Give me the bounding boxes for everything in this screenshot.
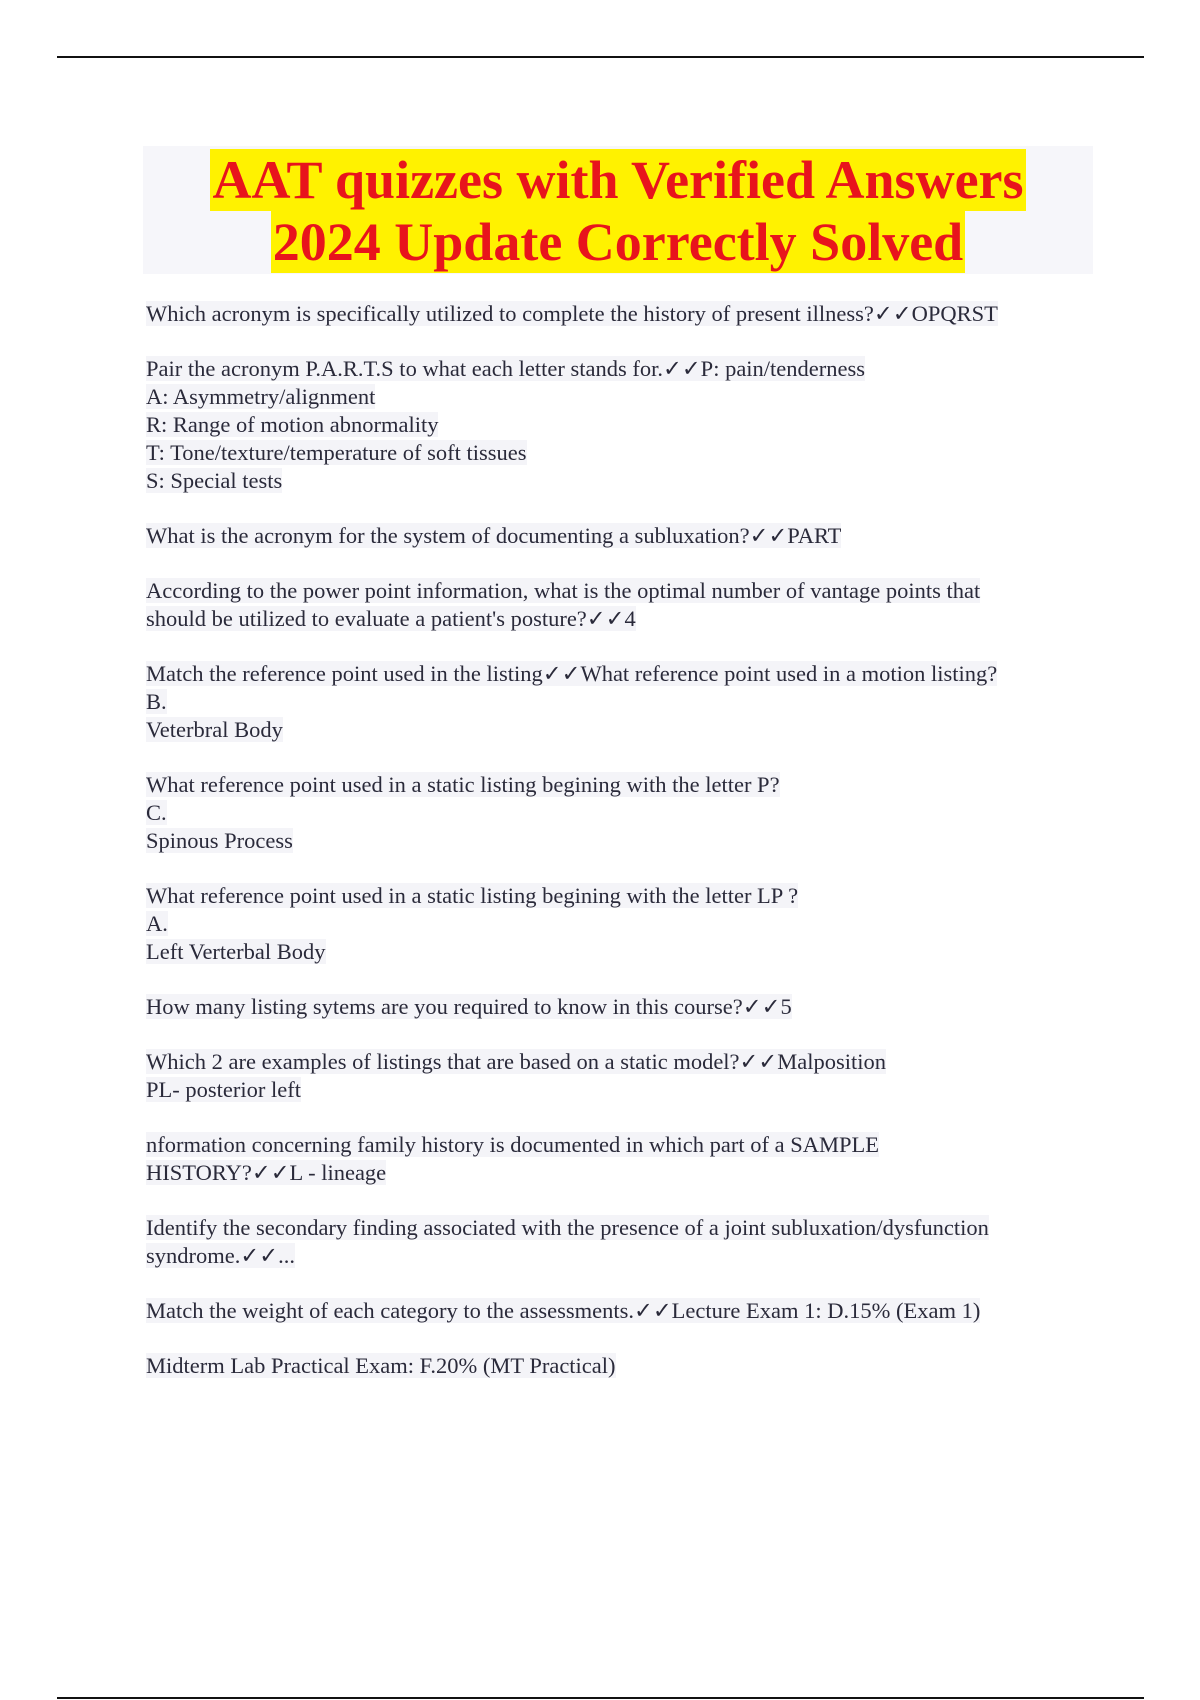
qa-text: Match the weight of each category to the assessments.✓✓Lecture Exam 1: D.15% (Exam 1) bbox=[146, 1298, 981, 1323]
qa-item bbox=[146, 771, 1096, 855]
qa-line bbox=[146, 938, 1096, 966]
qa-line bbox=[146, 1297, 1096, 1325]
qa-text: C. bbox=[146, 800, 167, 825]
qa-line bbox=[146, 771, 1096, 799]
qa-text: R: Range of motion abnormality bbox=[146, 412, 439, 437]
qa-line bbox=[146, 827, 1096, 855]
qa-text: Which 2 are examples of listings that are based on a static model?✓✓Malposition bbox=[146, 1049, 887, 1074]
qa-line bbox=[146, 411, 1096, 439]
qa-item bbox=[146, 300, 1096, 328]
qa-text: PL- posterior left bbox=[146, 1077, 301, 1102]
qa-item bbox=[146, 577, 1096, 633]
qa-item bbox=[146, 882, 1096, 966]
qa-text: HISTORY?✓✓L - lineage bbox=[146, 1160, 387, 1185]
qa-text: Left Verterbal Body bbox=[146, 939, 326, 964]
qa-line bbox=[146, 1352, 1096, 1380]
qa-text: Identify the secondary finding associated with the presence of a joint subluxation/dysfunction bbox=[146, 1215, 989, 1240]
qa-item bbox=[146, 1214, 1096, 1270]
qa-line bbox=[146, 577, 1096, 605]
qa-text: How many listing sytems are you required to know in this course?✓✓5 bbox=[146, 994, 792, 1019]
qa-item bbox=[146, 355, 1096, 495]
qa-line bbox=[146, 467, 1096, 495]
qa-item bbox=[146, 1048, 1096, 1104]
qa-text: S: Special tests bbox=[146, 468, 283, 493]
title-line-2: 2024 Update Correctly Solved bbox=[272, 212, 964, 272]
qa-line bbox=[146, 1076, 1096, 1104]
qa-text: What is the acronym for the system of documenting a subluxation?✓✓PART bbox=[146, 523, 842, 548]
qa-text: A: Asymmetry/alignment bbox=[146, 384, 376, 409]
qa-line bbox=[146, 383, 1096, 411]
qa-text: nformation concerning family history is documented in which part of a SAMPLE bbox=[146, 1132, 879, 1157]
qa-item bbox=[146, 993, 1096, 1021]
qa-line bbox=[146, 522, 1096, 550]
qa-line bbox=[146, 1048, 1096, 1076]
qa-line bbox=[146, 1159, 1096, 1187]
qa-line bbox=[146, 910, 1096, 938]
qa-line bbox=[146, 1214, 1096, 1242]
bottom-rule bbox=[57, 1697, 1144, 1699]
qa-text: Which acronym is specifically utilized to complete the history of present illness?✓✓OPQRST bbox=[146, 301, 998, 326]
qa-text: Pair the acronym P.A.R.T.S to what each letter stands for.✓✓P: pain/tenderness bbox=[146, 356, 866, 381]
qa-text: Match the reference point used in the listing✓✓What reference point used in a motion listing? bbox=[146, 661, 998, 686]
qa-item bbox=[146, 660, 1096, 744]
qa-item bbox=[146, 1131, 1096, 1187]
qa-line bbox=[146, 605, 1096, 633]
qa-line bbox=[146, 799, 1096, 827]
qa-line bbox=[146, 993, 1096, 1021]
title-line-1: AAT quizzes with Verified Answers bbox=[212, 150, 1024, 210]
top-rule bbox=[57, 56, 1144, 58]
qa-text: According to the power point information, what is the optimal number of vantage points that bbox=[146, 578, 981, 603]
qa-text: T: Tone/texture/temperature of soft tissues bbox=[146, 440, 527, 465]
qa-line bbox=[146, 300, 1096, 328]
qa-text: Spinous Process bbox=[146, 828, 293, 853]
qa-text: What reference point used in a static listing begining with the letter LP ? bbox=[146, 883, 799, 908]
qa-line bbox=[146, 882, 1096, 910]
qa-text: What reference point used in a static listing begining with the letter P? bbox=[146, 772, 780, 797]
qa-list bbox=[146, 300, 1096, 1407]
qa-line bbox=[146, 716, 1096, 744]
qa-line bbox=[146, 1242, 1096, 1270]
qa-text: syndrome.✓✓... bbox=[146, 1243, 295, 1268]
qa-text: Veterbral Body bbox=[146, 717, 283, 742]
document-title bbox=[143, 146, 1093, 274]
qa-text: B. bbox=[146, 689, 167, 714]
qa-item bbox=[146, 1352, 1096, 1380]
qa-item bbox=[146, 522, 1096, 550]
qa-line bbox=[146, 660, 1096, 688]
qa-text: A. bbox=[146, 911, 168, 936]
qa-line bbox=[146, 1131, 1096, 1159]
qa-line bbox=[146, 688, 1096, 716]
qa-text: should be utilized to evaluate a patient's posture?✓✓4 bbox=[146, 606, 636, 631]
qa-line bbox=[146, 439, 1096, 467]
qa-text: Midterm Lab Practical Exam: F.20% (MT Practical) bbox=[146, 1353, 616, 1378]
qa-line bbox=[146, 355, 1096, 383]
qa-item bbox=[146, 1297, 1096, 1325]
